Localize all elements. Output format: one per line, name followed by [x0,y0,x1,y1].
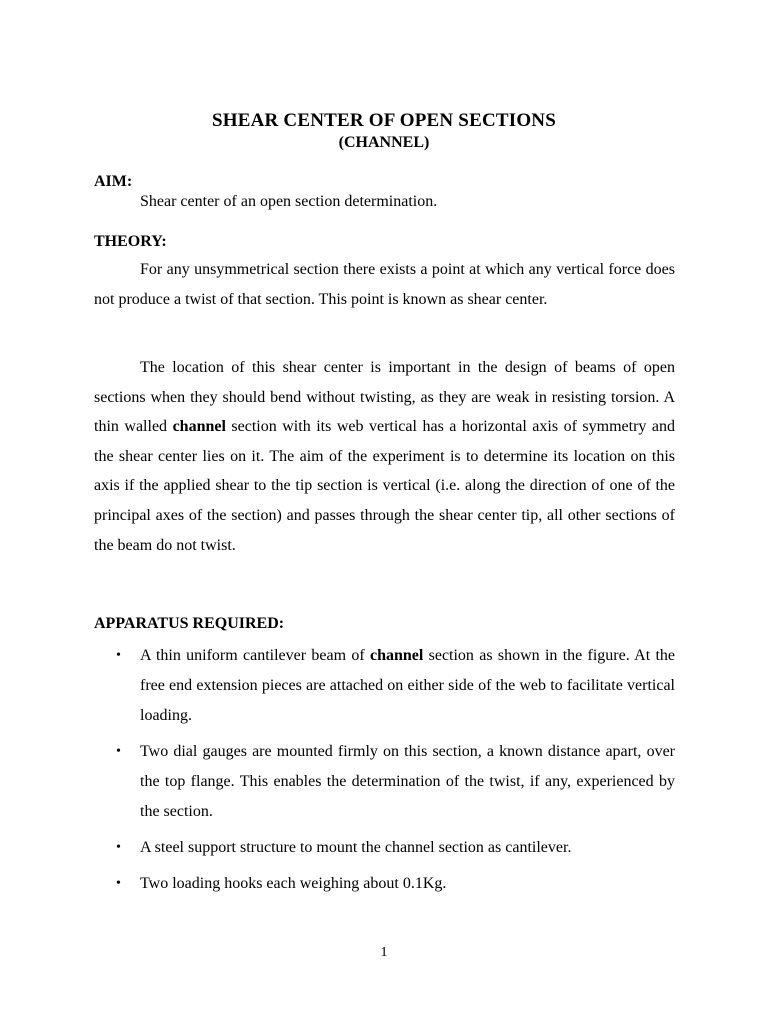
page-subtitle: (CHANNEL) [338,134,430,151]
apparatus-heading: APPARATUS REQUIRED: [94,615,285,632]
list-item [94,869,675,899]
apparatus-item-1-text-a: A thin uniform cantilever beam of [140,647,370,664]
theory-paragraph-2-text-a: The location of this shear center is important in the design of beams of open sections when they should bend without twisting, as they are weak in resisting torsion. A thin walled [94,359,675,436]
theory-paragraph-2-bold: channel [172,418,226,436]
page-number: 1 [380,945,388,960]
bullet-icon: • [116,840,121,855]
theory-heading: THEORY: [94,233,167,250]
theory-paragraph-2-text-b: section with its web vertical has a horizontal axis of symmetry and the shear center lies on it. The aim of the experiment is to determine its location on this axis if the applied shear to the tip section is vertical (i.e. along the direction of one of the principal axes of the section) and passes through the shear center tip, all other sections of the beam do not twist. [94,418,675,554]
apparatus-list [94,641,675,905]
apparatus-item-1-bold: channel [369,647,424,664]
aim-heading: AIM: [94,173,133,190]
list-item [94,737,675,827]
bullet-icon: • [116,876,121,891]
theory-paragraph-1 [94,255,675,314]
theory-paragraph-1-text: For any unsymmetrical section there exists a point at which any vertical force does not produce a twist of that section. This point is known as shear center. [94,261,675,308]
theory-paragraph-2 [94,353,675,560]
apparatus-item-4-text: Two loading hooks each weighing about 0.1Kg. [140,875,447,892]
list-item [94,641,675,731]
apparatus-item-1-text-b: section as shown in the figure. At the free end extension pieces are attached on either side of the web to facilitate vertical loading. [140,647,676,724]
bullet-icon: • [116,744,121,759]
bullet-icon: • [116,648,121,663]
aim-text: Shear center of an open section determination. [140,193,438,210]
page-title: SHEAR CENTER OF OPEN SECTIONS [212,110,556,131]
list-item [94,833,675,863]
apparatus-item-3-text: A steel support structure to mount the channel section as cantilever. [140,839,572,856]
apparatus-item-2-text: Two dial gauges are mounted firmly on this section, a known distance apart, over the top flange. This enables the determination of the twist, if any, experienced by the section. [140,743,675,820]
